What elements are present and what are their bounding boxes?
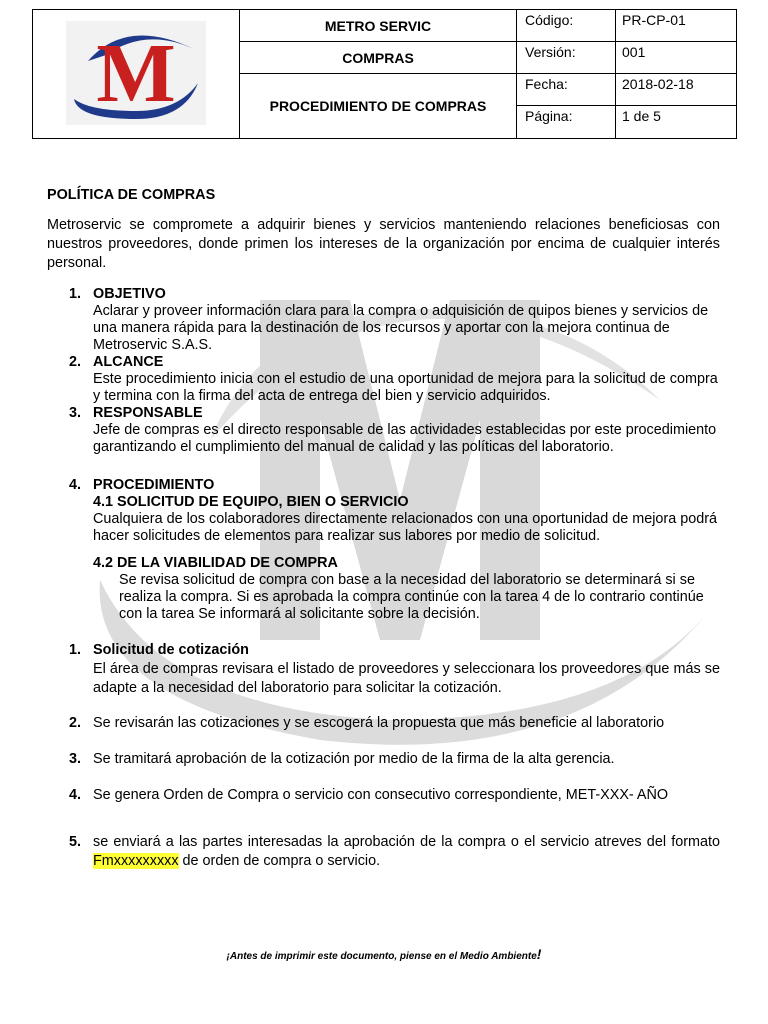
subsection-title-4-1: 4.1 SOLICITUD DE EQUIPO, BIEN O SERVICIO: [93, 494, 409, 510]
section-procedimiento: [47, 477, 720, 623]
document-title: PROCEDIMIENTO DE COMPRAS: [240, 74, 517, 139]
section-title: ALCANCE: [93, 354, 164, 370]
step-5: [47, 833, 720, 871]
subsection-body-4-1: Cualquiera de los colaboradores directamente relacionados con una oportunidad de mejora podrá hacer solicitudes de elementos para realizar sus labores por medio de solicitud.: [93, 511, 717, 544]
step-4: [47, 787, 720, 804]
field-value-version: 001: [616, 42, 737, 74]
field-label-fecha: Fecha:: [517, 74, 616, 106]
field-value-fecha: 2018-02-18: [616, 74, 737, 106]
step-2: [47, 715, 720, 732]
step-number: 1.: [69, 642, 82, 658]
step-1: [47, 641, 720, 698]
section-alcance: [47, 354, 720, 405]
section-body: Este procedimiento inicia con el estudio de una oportunidad de mejora para la solicitud de compra y termina con la firma del acta de entrega del bien y servicio adquiridos.: [93, 371, 718, 404]
subsection-4-2: [93, 555, 720, 623]
logo-letter: M: [96, 26, 176, 120]
field-label-pagina: Página:: [517, 106, 616, 139]
section-title: RESPONSABLE: [93, 405, 203, 421]
step-body-text: de orden de compra o servicio.: [178, 853, 381, 869]
company-name: METRO SERVIC: [240, 10, 517, 42]
section-body: Aclarar y proveer información clara para la compra o adquisición de quipos bienes y servicios de una manera rápida para la destinación de los recursos y aportar con la mejora continua de Metroservic S.A.S.: [93, 303, 709, 353]
highlighted-format-code: Fmxxxxxxxxx: [93, 853, 179, 869]
document-body: [47, 187, 720, 871]
field-label-version: Versión:: [517, 42, 616, 74]
step-number: 3.: [69, 751, 82, 767]
field-value-pagina: 1 de 5: [616, 106, 737, 139]
step-3: [47, 751, 720, 768]
step-body: [93, 833, 720, 871]
metroservic-logo-icon: [66, 21, 206, 125]
area-name: COMPRAS: [240, 42, 517, 74]
policy-intro: Metroservic se compromete a adquirir bienes y servicios manteniendo relaciones beneficiosas con nuestros proveedores, donde primen los intereses de la organización por encima de cualquier interés personal.: [47, 217, 720, 271]
step-body: El área de compras revisara el listado de proveedores y seleccionara los proveedores que más se adapte a la necesidad del laboratorio para solicitar la cotización.: [93, 661, 720, 696]
footer-note: [0, 946, 768, 962]
company-logo: [33, 10, 240, 139]
section-number: 1.: [69, 286, 82, 302]
policy-title: POLÍTICA DE COMPRAS: [47, 187, 216, 203]
step-body: Se genera Orden de Compra o servicio con consecutivo correspondiente, MET-XXX- AÑO: [93, 787, 669, 803]
step-body-text: se enviará a las partes interesadas la aprobación de la compra o el servicio atreves del formato: [93, 834, 720, 850]
section-number: 4.: [69, 477, 82, 493]
footer-exclamation: !: [536, 946, 542, 962]
section-number: 2.: [69, 354, 82, 370]
section-objetivo: [47, 286, 720, 354]
document-header: [32, 9, 737, 139]
footer-text: ¡Antes de imprimir este documento, piense en el Medio Ambiente: [226, 951, 537, 962]
section-title: PROCEDIMIENTO: [93, 477, 215, 493]
step-number: 5.: [69, 834, 82, 850]
step-number: 2.: [69, 715, 82, 731]
subsection-title-4-2: 4.2 DE LA VIABILIDAD DE COMPRA: [93, 555, 338, 571]
section-responsable: [47, 405, 720, 456]
step-body: Se tramitará aprobación de la cotización por medio de la firma de la alta gerencia.: [93, 751, 615, 767]
section-title: OBJETIVO: [93, 286, 166, 302]
section-body: Jefe de compras es el directo responsable de las actividades establecidas por este procedimiento garantizando el cumplimiento del manual de calidad y las políticas del laboratorio.: [93, 422, 717, 455]
step-title: Solicitud de cotización: [93, 642, 249, 658]
section-number: 3.: [69, 405, 82, 421]
field-value-codigo: PR-CP-01: [616, 10, 737, 42]
step-number: 4.: [69, 787, 82, 803]
step-body: Se revisarán las cotizaciones y se escogerá la propuesta que más beneficie al laboratorio: [93, 715, 665, 731]
field-label-codigo: Código:: [517, 10, 616, 42]
subsection-body-4-2: Se revisa solicitud de compra con base a la necesidad del laboratorio se determinará si se realiza la compra. Si es aprobada la compra continúe con la tarea 4 de lo contrario continúe con la tarea Se informará al solicitante sobre la decisión.: [119, 572, 704, 622]
